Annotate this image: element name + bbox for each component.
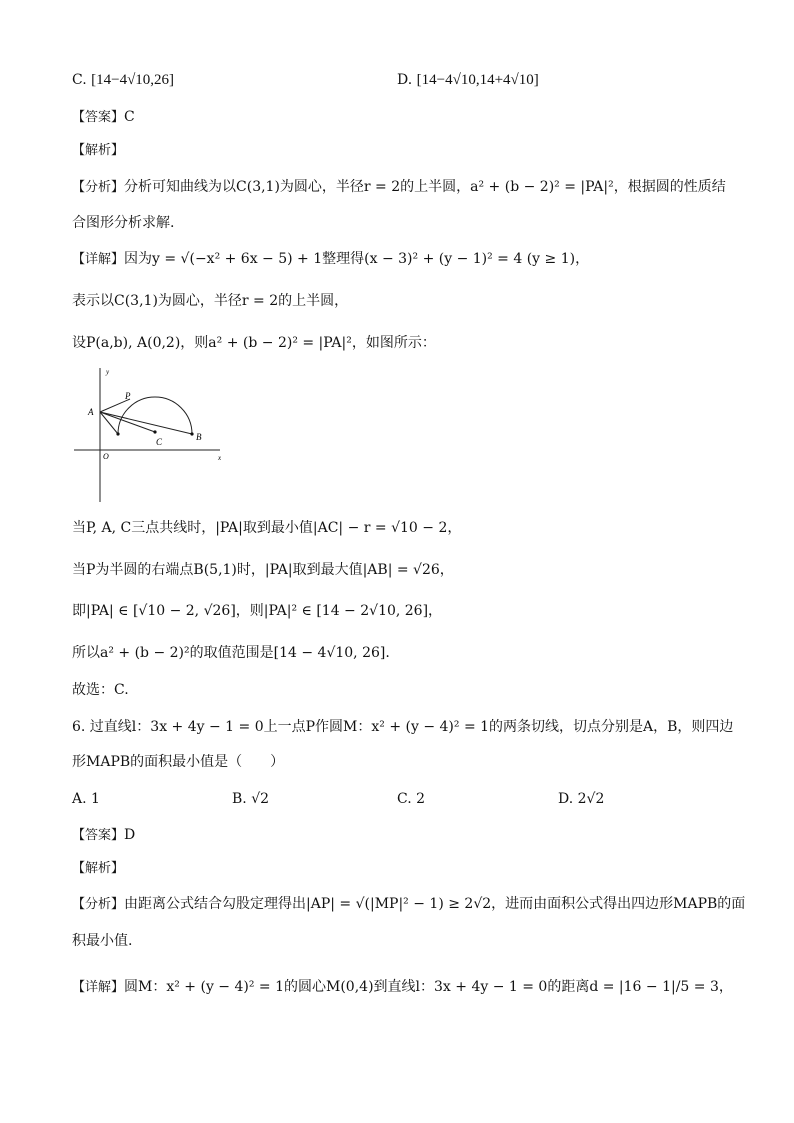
- option-d-value: [14−4√10,14+4√10]: [416, 72, 539, 88]
- fenxi-1-line-2: [72, 213, 174, 233]
- analysis-tag: 【解析】: [72, 143, 125, 158]
- fenxi-tag: 【分析】: [72, 180, 125, 195]
- fenxi-1-text-2: 合图形分析求解.: [72, 215, 175, 231]
- answer-2-value: D: [124, 827, 136, 843]
- detail-1-line-8: [72, 680, 129, 700]
- label-c: C: [156, 437, 163, 447]
- q6-option-d-label: D. 2√2: [558, 791, 605, 807]
- q6-option-b-label: B. √2: [232, 791, 270, 807]
- detail-1-text-3: 设P(a,b), A(0,2)，则a² + (b − 2)² = |PA|²，如图所示：: [72, 335, 436, 351]
- fenxi-2-tag: 【分析】: [72, 897, 125, 912]
- answer-value: C: [124, 109, 135, 125]
- detail-1-line-2: [72, 291, 348, 311]
- label-x: x: [218, 454, 222, 462]
- answer-tag: 【答案】: [72, 110, 125, 125]
- q6-option-a-label: A. 1: [72, 791, 100, 807]
- analysis-1-heading: [72, 140, 124, 161]
- detail-1-line-6: [72, 601, 442, 621]
- option-d-prev: [397, 70, 539, 90]
- detail-1-text-4: 当P, A, C三点共线时，|PA|取到最小值|AC| − r = √10 − 2，: [72, 520, 462, 536]
- q6-stem-1: 6. 过直线l：3x + 4y − 1 = 0上一点P作圆M：x² + (y − 4)² = 1的两条切线，切点分别是A，B，则四边: [72, 719, 734, 735]
- option-c-prev: [72, 70, 174, 90]
- detail-2-text-1: 圆M：x² + (y − 4)² = 1的圆心M(0,4)到直线l：3x + 4y − 1 = 0的距离d = |16 − 1|/5 = 3，: [124, 979, 733, 995]
- answer-2: [72, 825, 135, 846]
- point-b: [190, 432, 193, 435]
- fenxi-2-text-1: 由距离公式结合勾股定理得出|AP| = √(|MP|² − 1) ≥ 2√2，进而由面积公式得出四边形MAPB的面: [124, 896, 746, 912]
- detail-1-line-1: [72, 249, 589, 270]
- analysis-2-heading: [72, 858, 124, 879]
- detail-1-text-5: 当P为半圆的右端点B(5,1)时，|PA|取到最大值|AB| = √26，: [72, 562, 454, 578]
- option-c-value: [14−4√10,26]: [91, 72, 175, 88]
- q6-stem-line-2: [72, 752, 284, 772]
- label-y: y: [106, 368, 110, 376]
- detail-1-text-1: 因为y = √(−x² + 6x − 5) + 1整理得(x − 3)² + (y − 1)² = 4 (y ≥ 1)，: [124, 251, 590, 267]
- semicircle: [118, 397, 192, 434]
- detail-1-text-7: 所以a² + (b − 2)²的取值范围是[14 − 4√10, 26].: [72, 645, 390, 661]
- q6-option-c-label: C. 2: [397, 791, 426, 807]
- q6-stem-2: 形MAPB的面积最小值是（ ）: [72, 754, 285, 770]
- detail-1-text-6: 即|PA| ∈ [√10 − 2, √26]，则|PA|² ∈ [14 − 2√10, 26]，: [72, 603, 443, 619]
- detail-2-line-1: [72, 977, 733, 998]
- fenxi-1-text-1: 分析可知曲线为以C(3,1)为圆心，半径r = 2的上半圆，a² + (b − 2)² = |PA|²，根据圆的性质结: [124, 179, 726, 195]
- segment-ab: [100, 412, 192, 434]
- option-d-label: D.: [397, 72, 413, 88]
- q6-option-d: [558, 789, 604, 809]
- fenxi-2-line-2: [72, 931, 132, 951]
- option-c-label: C.: [72, 72, 87, 88]
- analysis-2-tag: 【解析】: [72, 861, 125, 876]
- detail-2-tag: 【详解】: [72, 980, 125, 995]
- geometry-diagram: [70, 364, 230, 504]
- q6-option-b: [232, 789, 269, 809]
- detail-1-text-2: 表示以C(3,1)为圆心，半径r = 2的上半圆，: [72, 293, 349, 309]
- point-c: [153, 430, 156, 433]
- label-o: O: [103, 452, 109, 461]
- detail-1-line-4: [72, 518, 461, 538]
- q6-stem-line-1: [72, 717, 733, 737]
- detail-1-text-8: 故选：C.: [72, 682, 129, 698]
- detail-1-line-7: [72, 643, 390, 663]
- detail-1-line-3: [72, 333, 436, 353]
- point-left: [116, 432, 119, 435]
- q6-option-a: [72, 789, 100, 809]
- answer-2-tag: 【答案】: [72, 828, 125, 843]
- fenxi-2-line-1: [72, 894, 745, 915]
- detail-1-line-5: [72, 560, 454, 580]
- q6-option-c: [397, 789, 425, 809]
- label-p: P: [125, 391, 131, 401]
- detail-tag: 【详解】: [72, 252, 125, 267]
- answer-1: [72, 107, 135, 128]
- label-a: A: [88, 407, 94, 417]
- fenxi-2-text-2: 积最小值.: [72, 933, 133, 949]
- fenxi-1-line-1: [72, 177, 726, 198]
- label-b: B: [196, 432, 202, 442]
